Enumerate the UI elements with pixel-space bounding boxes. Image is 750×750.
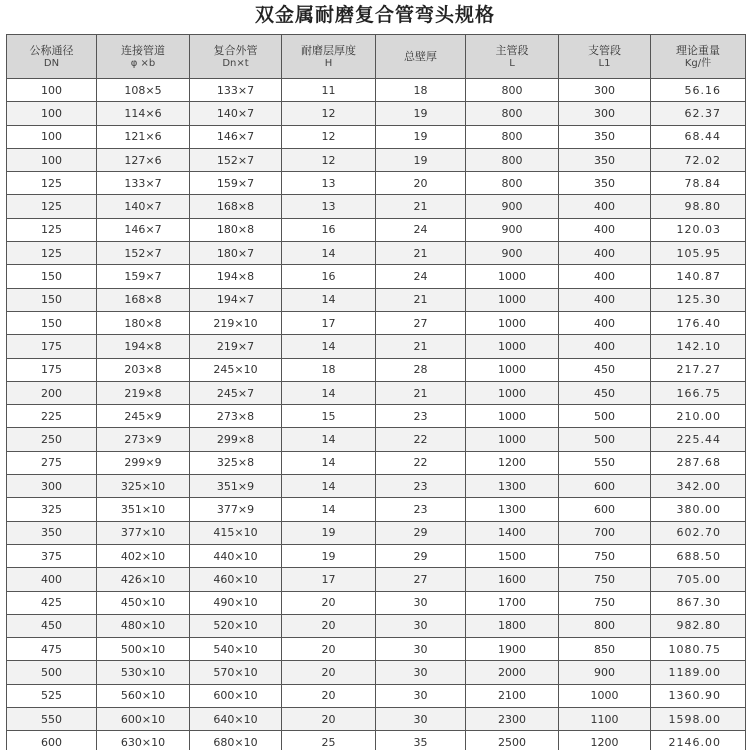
cell-total-wall-thickness: 30: [376, 638, 466, 661]
cell-wear-layer-thickness: 20: [282, 708, 376, 731]
cell-theoretical-weight: 688.50: [651, 544, 746, 567]
cell-theoretical-weight: 166.75: [651, 381, 746, 404]
cell-outer-pipe: 219×10: [190, 311, 282, 334]
cell-branch-section: 750: [559, 568, 651, 591]
cell-connecting-pipe: 133×7: [97, 172, 190, 195]
cell-connecting-pipe: 530×10: [97, 661, 190, 684]
cell-wear-layer-thickness: 15: [282, 405, 376, 428]
cell-branch-section: 1100: [559, 708, 651, 731]
cell-outer-pipe: 600×10: [190, 684, 282, 707]
cell-outer-pipe: 490×10: [190, 591, 282, 614]
cell-main-section: 1000: [466, 311, 559, 334]
cell-total-wall-thickness: 22: [376, 428, 466, 451]
cell-wear-layer-thickness: 20: [282, 614, 376, 637]
cell-total-wall-thickness: 21: [376, 335, 466, 358]
cell-main-section: 1600: [466, 568, 559, 591]
cell-nominal-diameter: 475: [7, 638, 97, 661]
cell-theoretical-weight: 105.95: [651, 242, 746, 265]
table-row: [7, 661, 746, 684]
table-row: [7, 288, 746, 311]
cell-outer-pipe: 351×9: [190, 475, 282, 498]
cell-nominal-diameter: 100: [7, 102, 97, 125]
header-sublabel: φ ×b: [130, 57, 156, 69]
cell-total-wall-thickness: 29: [376, 521, 466, 544]
cell-total-wall-thickness: 35: [376, 731, 466, 750]
cell-connecting-pipe: 480×10: [97, 614, 190, 637]
cell-total-wall-thickness: 29: [376, 544, 466, 567]
cell-total-wall-thickness: 21: [376, 242, 466, 265]
cell-branch-section: 350: [559, 172, 651, 195]
cell-branch-section: 400: [559, 195, 651, 218]
cell-theoretical-weight: 342.00: [651, 475, 746, 498]
header-branch-section: [559, 35, 651, 79]
cell-total-wall-thickness: 19: [376, 148, 466, 171]
cell-main-section: 1000: [466, 428, 559, 451]
cell-total-wall-thickness: 18: [376, 79, 466, 102]
page-title: 双金属耐磨复合管弯头规格: [254, 4, 495, 26]
cell-theoretical-weight: 78.84: [651, 172, 746, 195]
table-row: [7, 568, 746, 591]
cell-nominal-diameter: 300: [7, 475, 97, 498]
cell-main-section: 800: [466, 79, 559, 102]
cell-branch-section: 400: [559, 265, 651, 288]
cell-theoretical-weight: 210.00: [651, 405, 746, 428]
cell-wear-layer-thickness: 25: [282, 731, 376, 750]
cell-connecting-pipe: 203×8: [97, 358, 190, 381]
cell-theoretical-weight: 380.00: [651, 498, 746, 521]
cell-nominal-diameter: 125: [7, 218, 97, 241]
cell-branch-section: 500: [559, 428, 651, 451]
cell-theoretical-weight: 1598.00: [651, 708, 746, 731]
cell-connecting-pipe: 273×9: [97, 428, 190, 451]
cell-theoretical-weight: 705.00: [651, 568, 746, 591]
cell-connecting-pipe: 159×7: [97, 265, 190, 288]
cell-branch-section: 600: [559, 498, 651, 521]
header-label: 主管段: [495, 43, 529, 57]
cell-nominal-diameter: 100: [7, 125, 97, 148]
cell-theoretical-weight: 287.68: [651, 451, 746, 474]
cell-theoretical-weight: 140.87: [651, 265, 746, 288]
cell-total-wall-thickness: 30: [376, 614, 466, 637]
cell-nominal-diameter: 450: [7, 614, 97, 637]
table-row: [7, 591, 746, 614]
cell-nominal-diameter: 425: [7, 591, 97, 614]
cell-wear-layer-thickness: 12: [282, 148, 376, 171]
cell-theoretical-weight: 602.70: [651, 521, 746, 544]
cell-nominal-diameter: 150: [7, 311, 97, 334]
cell-branch-section: 1200: [559, 731, 651, 750]
cell-nominal-diameter: 325: [7, 498, 97, 521]
cell-total-wall-thickness: 30: [376, 708, 466, 731]
cell-theoretical-weight: 1360.90: [651, 684, 746, 707]
cell-main-section: 1900: [466, 638, 559, 661]
cell-branch-section: 450: [559, 358, 651, 381]
cell-connecting-pipe: 146×7: [97, 218, 190, 241]
cell-wear-layer-thickness: 14: [282, 335, 376, 358]
cell-outer-pipe: 415×10: [190, 521, 282, 544]
cell-outer-pipe: 245×7: [190, 381, 282, 404]
cell-branch-section: 400: [559, 335, 651, 358]
table-row: [7, 242, 746, 265]
header-theoretical-weight: [651, 35, 746, 79]
table-row: [7, 218, 746, 241]
cell-connecting-pipe: 500×10: [97, 638, 190, 661]
cell-outer-pipe: 146×7: [190, 125, 282, 148]
cell-theoretical-weight: 2146.00: [651, 731, 746, 750]
cell-connecting-pipe: 351×10: [97, 498, 190, 521]
header-label: 总壁厚: [404, 50, 437, 63]
cell-wear-layer-thickness: 14: [282, 242, 376, 265]
header-outer-pipe: [190, 35, 282, 79]
cell-wear-layer-thickness: 14: [282, 381, 376, 404]
cell-connecting-pipe: 168×8: [97, 288, 190, 311]
cell-theoretical-weight: 142.10: [651, 335, 746, 358]
cell-branch-section: 600: [559, 475, 651, 498]
cell-main-section: 1500: [466, 544, 559, 567]
header-label: 连接管道: [121, 43, 165, 57]
cell-nominal-diameter: 275: [7, 451, 97, 474]
cell-wear-layer-thickness: 19: [282, 544, 376, 567]
cell-connecting-pipe: 600×10: [97, 708, 190, 731]
cell-total-wall-thickness: 23: [376, 405, 466, 428]
cell-connecting-pipe: 108×5: [97, 79, 190, 102]
cell-theoretical-weight: 867.30: [651, 591, 746, 614]
cell-theoretical-weight: 120.03: [651, 218, 746, 241]
cell-total-wall-thickness: 20: [376, 172, 466, 195]
table-row: [7, 498, 746, 521]
table-row: [7, 708, 746, 731]
cell-nominal-diameter: 175: [7, 335, 97, 358]
table-row: [7, 335, 746, 358]
cell-outer-pipe: 180×8: [190, 218, 282, 241]
cell-branch-section: 300: [559, 79, 651, 102]
cell-wear-layer-thickness: 14: [282, 428, 376, 451]
cell-nominal-diameter: 525: [7, 684, 97, 707]
cell-outer-pipe: 245×10: [190, 358, 282, 381]
cell-outer-pipe: 168×8: [190, 195, 282, 218]
cell-wear-layer-thickness: 14: [282, 288, 376, 311]
cell-total-wall-thickness: 24: [376, 218, 466, 241]
cell-outer-pipe: 194×8: [190, 265, 282, 288]
table-row: [7, 544, 746, 567]
cell-branch-section: 750: [559, 544, 651, 567]
cell-total-wall-thickness: 27: [376, 311, 466, 334]
cell-main-section: 1000: [466, 335, 559, 358]
table-row: [7, 638, 746, 661]
cell-connecting-pipe: 560×10: [97, 684, 190, 707]
table-row: [7, 614, 746, 637]
cell-theoretical-weight: 56.16: [651, 79, 746, 102]
table-row: [7, 125, 746, 148]
header-wear-layer-thickness: [282, 35, 376, 79]
header-label: 复合外管: [213, 43, 258, 57]
table-row: [7, 195, 746, 218]
cell-main-section: 1200: [466, 451, 559, 474]
cell-branch-section: 850: [559, 638, 651, 661]
cell-main-section: 800: [466, 148, 559, 171]
cell-main-section: 1000: [466, 265, 559, 288]
cell-branch-section: 400: [559, 311, 651, 334]
cell-connecting-pipe: 402×10: [97, 544, 190, 567]
cell-main-section: 2000: [466, 661, 559, 684]
cell-wear-layer-thickness: 20: [282, 661, 376, 684]
cell-wear-layer-thickness: 16: [282, 265, 376, 288]
cell-total-wall-thickness: 21: [376, 381, 466, 404]
cell-wear-layer-thickness: 13: [282, 172, 376, 195]
cell-main-section: 2500: [466, 731, 559, 750]
cell-nominal-diameter: 100: [7, 148, 97, 171]
cell-nominal-diameter: 400: [7, 568, 97, 591]
spec-table: [6, 34, 746, 750]
cell-main-section: 2100: [466, 684, 559, 707]
table-row: [7, 428, 746, 451]
cell-theoretical-weight: 217.27: [651, 358, 746, 381]
cell-connecting-pipe: 114×6: [97, 102, 190, 125]
cell-outer-pipe: 299×8: [190, 428, 282, 451]
cell-outer-pipe: 194×7: [190, 288, 282, 311]
cell-main-section: 1000: [466, 405, 559, 428]
cell-wear-layer-thickness: 16: [282, 218, 376, 241]
cell-connecting-pipe: 299×9: [97, 451, 190, 474]
header-sublabel: Kg/件: [684, 57, 712, 69]
cell-total-wall-thickness: 27: [376, 568, 466, 591]
cell-wear-layer-thickness: 14: [282, 475, 376, 498]
cell-outer-pipe: 570×10: [190, 661, 282, 684]
cell-connecting-pipe: 377×10: [97, 521, 190, 544]
cell-branch-section: 800: [559, 614, 651, 637]
table-row: [7, 102, 746, 125]
cell-connecting-pipe: 140×7: [97, 195, 190, 218]
cell-nominal-diameter: 125: [7, 242, 97, 265]
cell-branch-section: 1000: [559, 684, 651, 707]
cell-connecting-pipe: 219×8: [97, 381, 190, 404]
cell-nominal-diameter: 600: [7, 731, 97, 750]
cell-wear-layer-thickness: 20: [282, 684, 376, 707]
table-row: [7, 451, 746, 474]
table-row: [7, 311, 746, 334]
cell-outer-pipe: 159×7: [190, 172, 282, 195]
header-sublabel: L: [509, 57, 515, 69]
table-row: [7, 358, 746, 381]
cell-nominal-diameter: 150: [7, 265, 97, 288]
cell-outer-pipe: 540×10: [190, 638, 282, 661]
cell-main-section: 1000: [466, 288, 559, 311]
cell-theoretical-weight: 62.37: [651, 102, 746, 125]
cell-main-section: 800: [466, 172, 559, 195]
header-sublabel: L1: [598, 57, 611, 69]
cell-wear-layer-thickness: 14: [282, 498, 376, 521]
cell-wear-layer-thickness: 18: [282, 358, 376, 381]
header-row: [7, 35, 746, 79]
table-row: [7, 79, 746, 102]
cell-main-section: 800: [466, 125, 559, 148]
cell-branch-section: 400: [559, 288, 651, 311]
cell-outer-pipe: 133×7: [190, 79, 282, 102]
cell-connecting-pipe: 152×7: [97, 242, 190, 265]
cell-connecting-pipe: 245×9: [97, 405, 190, 428]
cell-connecting-pipe: 450×10: [97, 591, 190, 614]
cell-connecting-pipe: 630×10: [97, 731, 190, 750]
cell-nominal-diameter: 175: [7, 358, 97, 381]
cell-main-section: 800: [466, 102, 559, 125]
table-row: [7, 172, 746, 195]
cell-branch-section: 300: [559, 102, 651, 125]
header-sublabel: DN: [43, 57, 60, 69]
header-sublabel: H: [324, 57, 333, 69]
cell-nominal-diameter: 375: [7, 544, 97, 567]
cell-nominal-diameter: 125: [7, 195, 97, 218]
table-row: [7, 521, 746, 544]
cell-connecting-pipe: 325×10: [97, 475, 190, 498]
cell-total-wall-thickness: 21: [376, 288, 466, 311]
cell-wear-layer-thickness: 19: [282, 521, 376, 544]
table-row: [7, 731, 746, 750]
cell-branch-section: 750: [559, 591, 651, 614]
cell-main-section: 1300: [466, 475, 559, 498]
header-main-section: [466, 35, 559, 79]
header-label: 耐磨层厚度: [301, 43, 356, 57]
cell-theoretical-weight: 125.30: [651, 288, 746, 311]
cell-connecting-pipe: 426×10: [97, 568, 190, 591]
cell-total-wall-thickness: 19: [376, 125, 466, 148]
cell-total-wall-thickness: 30: [376, 591, 466, 614]
cell-connecting-pipe: 121×6: [97, 125, 190, 148]
cell-total-wall-thickness: 22: [376, 451, 466, 474]
cell-connecting-pipe: 180×8: [97, 311, 190, 334]
cell-main-section: 1000: [466, 381, 559, 404]
header-label: 公称通径: [29, 43, 74, 57]
cell-nominal-diameter: 350: [7, 521, 97, 544]
cell-nominal-diameter: 250: [7, 428, 97, 451]
cell-main-section: 1300: [466, 498, 559, 521]
cell-total-wall-thickness: 30: [376, 661, 466, 684]
cell-nominal-diameter: 150: [7, 288, 97, 311]
cell-outer-pipe: 520×10: [190, 614, 282, 637]
cell-outer-pipe: 440×10: [190, 544, 282, 567]
cell-main-section: 1800: [466, 614, 559, 637]
cell-total-wall-thickness: 28: [376, 358, 466, 381]
cell-branch-section: 550: [559, 451, 651, 474]
cell-theoretical-weight: 72.02: [651, 148, 746, 171]
cell-branch-section: 350: [559, 148, 651, 171]
table-row: [7, 405, 746, 428]
cell-outer-pipe: 377×9: [190, 498, 282, 521]
cell-outer-pipe: 180×7: [190, 242, 282, 265]
cell-branch-section: 500: [559, 405, 651, 428]
cell-branch-section: 400: [559, 242, 651, 265]
table-header: [7, 35, 746, 79]
cell-theoretical-weight: 1189.00: [651, 661, 746, 684]
cell-outer-pipe: 140×7: [190, 102, 282, 125]
table-row: [7, 148, 746, 171]
header-label: 支管段: [588, 43, 621, 57]
cell-wear-layer-thickness: 17: [282, 311, 376, 334]
cell-branch-section: 700: [559, 521, 651, 544]
cell-nominal-diameter: 200: [7, 381, 97, 404]
cell-total-wall-thickness: 19: [376, 102, 466, 125]
cell-connecting-pipe: 194×8: [97, 335, 190, 358]
cell-main-section: 1400: [466, 521, 559, 544]
cell-total-wall-thickness: 30: [376, 684, 466, 707]
cell-wear-layer-thickness: 17: [282, 568, 376, 591]
cell-outer-pipe: 460×10: [190, 568, 282, 591]
cell-theoretical-weight: 68.44: [651, 125, 746, 148]
table-row: [7, 475, 746, 498]
cell-total-wall-thickness: 21: [376, 195, 466, 218]
cell-branch-section: 400: [559, 218, 651, 241]
cell-wear-layer-thickness: 12: [282, 102, 376, 125]
cell-outer-pipe: 680×10: [190, 731, 282, 750]
cell-main-section: 900: [466, 242, 559, 265]
header-total-wall-thickness: [376, 35, 466, 79]
cell-branch-section: 350: [559, 125, 651, 148]
cell-branch-section: 450: [559, 381, 651, 404]
table-body: [7, 79, 746, 750]
cell-theoretical-weight: 225.44: [651, 428, 746, 451]
cell-nominal-diameter: 225: [7, 405, 97, 428]
cell-outer-pipe: 640×10: [190, 708, 282, 731]
cell-wear-layer-thickness: 20: [282, 638, 376, 661]
cell-main-section: 2300: [466, 708, 559, 731]
cell-outer-pipe: 219×7: [190, 335, 282, 358]
cell-wear-layer-thickness: 20: [282, 591, 376, 614]
cell-nominal-diameter: 125: [7, 172, 97, 195]
table-row: [7, 265, 746, 288]
cell-total-wall-thickness: 23: [376, 475, 466, 498]
cell-theoretical-weight: 98.80: [651, 195, 746, 218]
cell-total-wall-thickness: 24: [376, 265, 466, 288]
header-label: 理论重量: [676, 43, 720, 57]
cell-main-section: 1000: [466, 358, 559, 381]
cell-outer-pipe: 325×8: [190, 451, 282, 474]
cell-total-wall-thickness: 23: [376, 498, 466, 521]
cell-outer-pipe: 273×8: [190, 405, 282, 428]
cell-nominal-diameter: 500: [7, 661, 97, 684]
header-nominal-diameter: [7, 35, 97, 79]
cell-nominal-diameter: 100: [7, 79, 97, 102]
cell-main-section: 900: [466, 218, 559, 241]
cell-wear-layer-thickness: 12: [282, 125, 376, 148]
table-row: [7, 684, 746, 707]
cell-main-section: 1700: [466, 591, 559, 614]
cell-outer-pipe: 152×7: [190, 148, 282, 171]
cell-theoretical-weight: 982.80: [651, 614, 746, 637]
cell-wear-layer-thickness: 14: [282, 451, 376, 474]
cell-wear-layer-thickness: 13: [282, 195, 376, 218]
cell-nominal-diameter: 550: [7, 708, 97, 731]
header-connecting-pipe: [97, 35, 190, 79]
table-row: [7, 381, 746, 404]
cell-theoretical-weight: 1080.75: [651, 638, 746, 661]
cell-main-section: 900: [466, 195, 559, 218]
cell-theoretical-weight: 176.40: [651, 311, 746, 334]
cell-branch-section: 900: [559, 661, 651, 684]
cell-wear-layer-thickness: 11: [282, 79, 376, 102]
header-sublabel: Dn×t: [222, 57, 249, 69]
cell-connecting-pipe: 127×6: [97, 148, 190, 171]
